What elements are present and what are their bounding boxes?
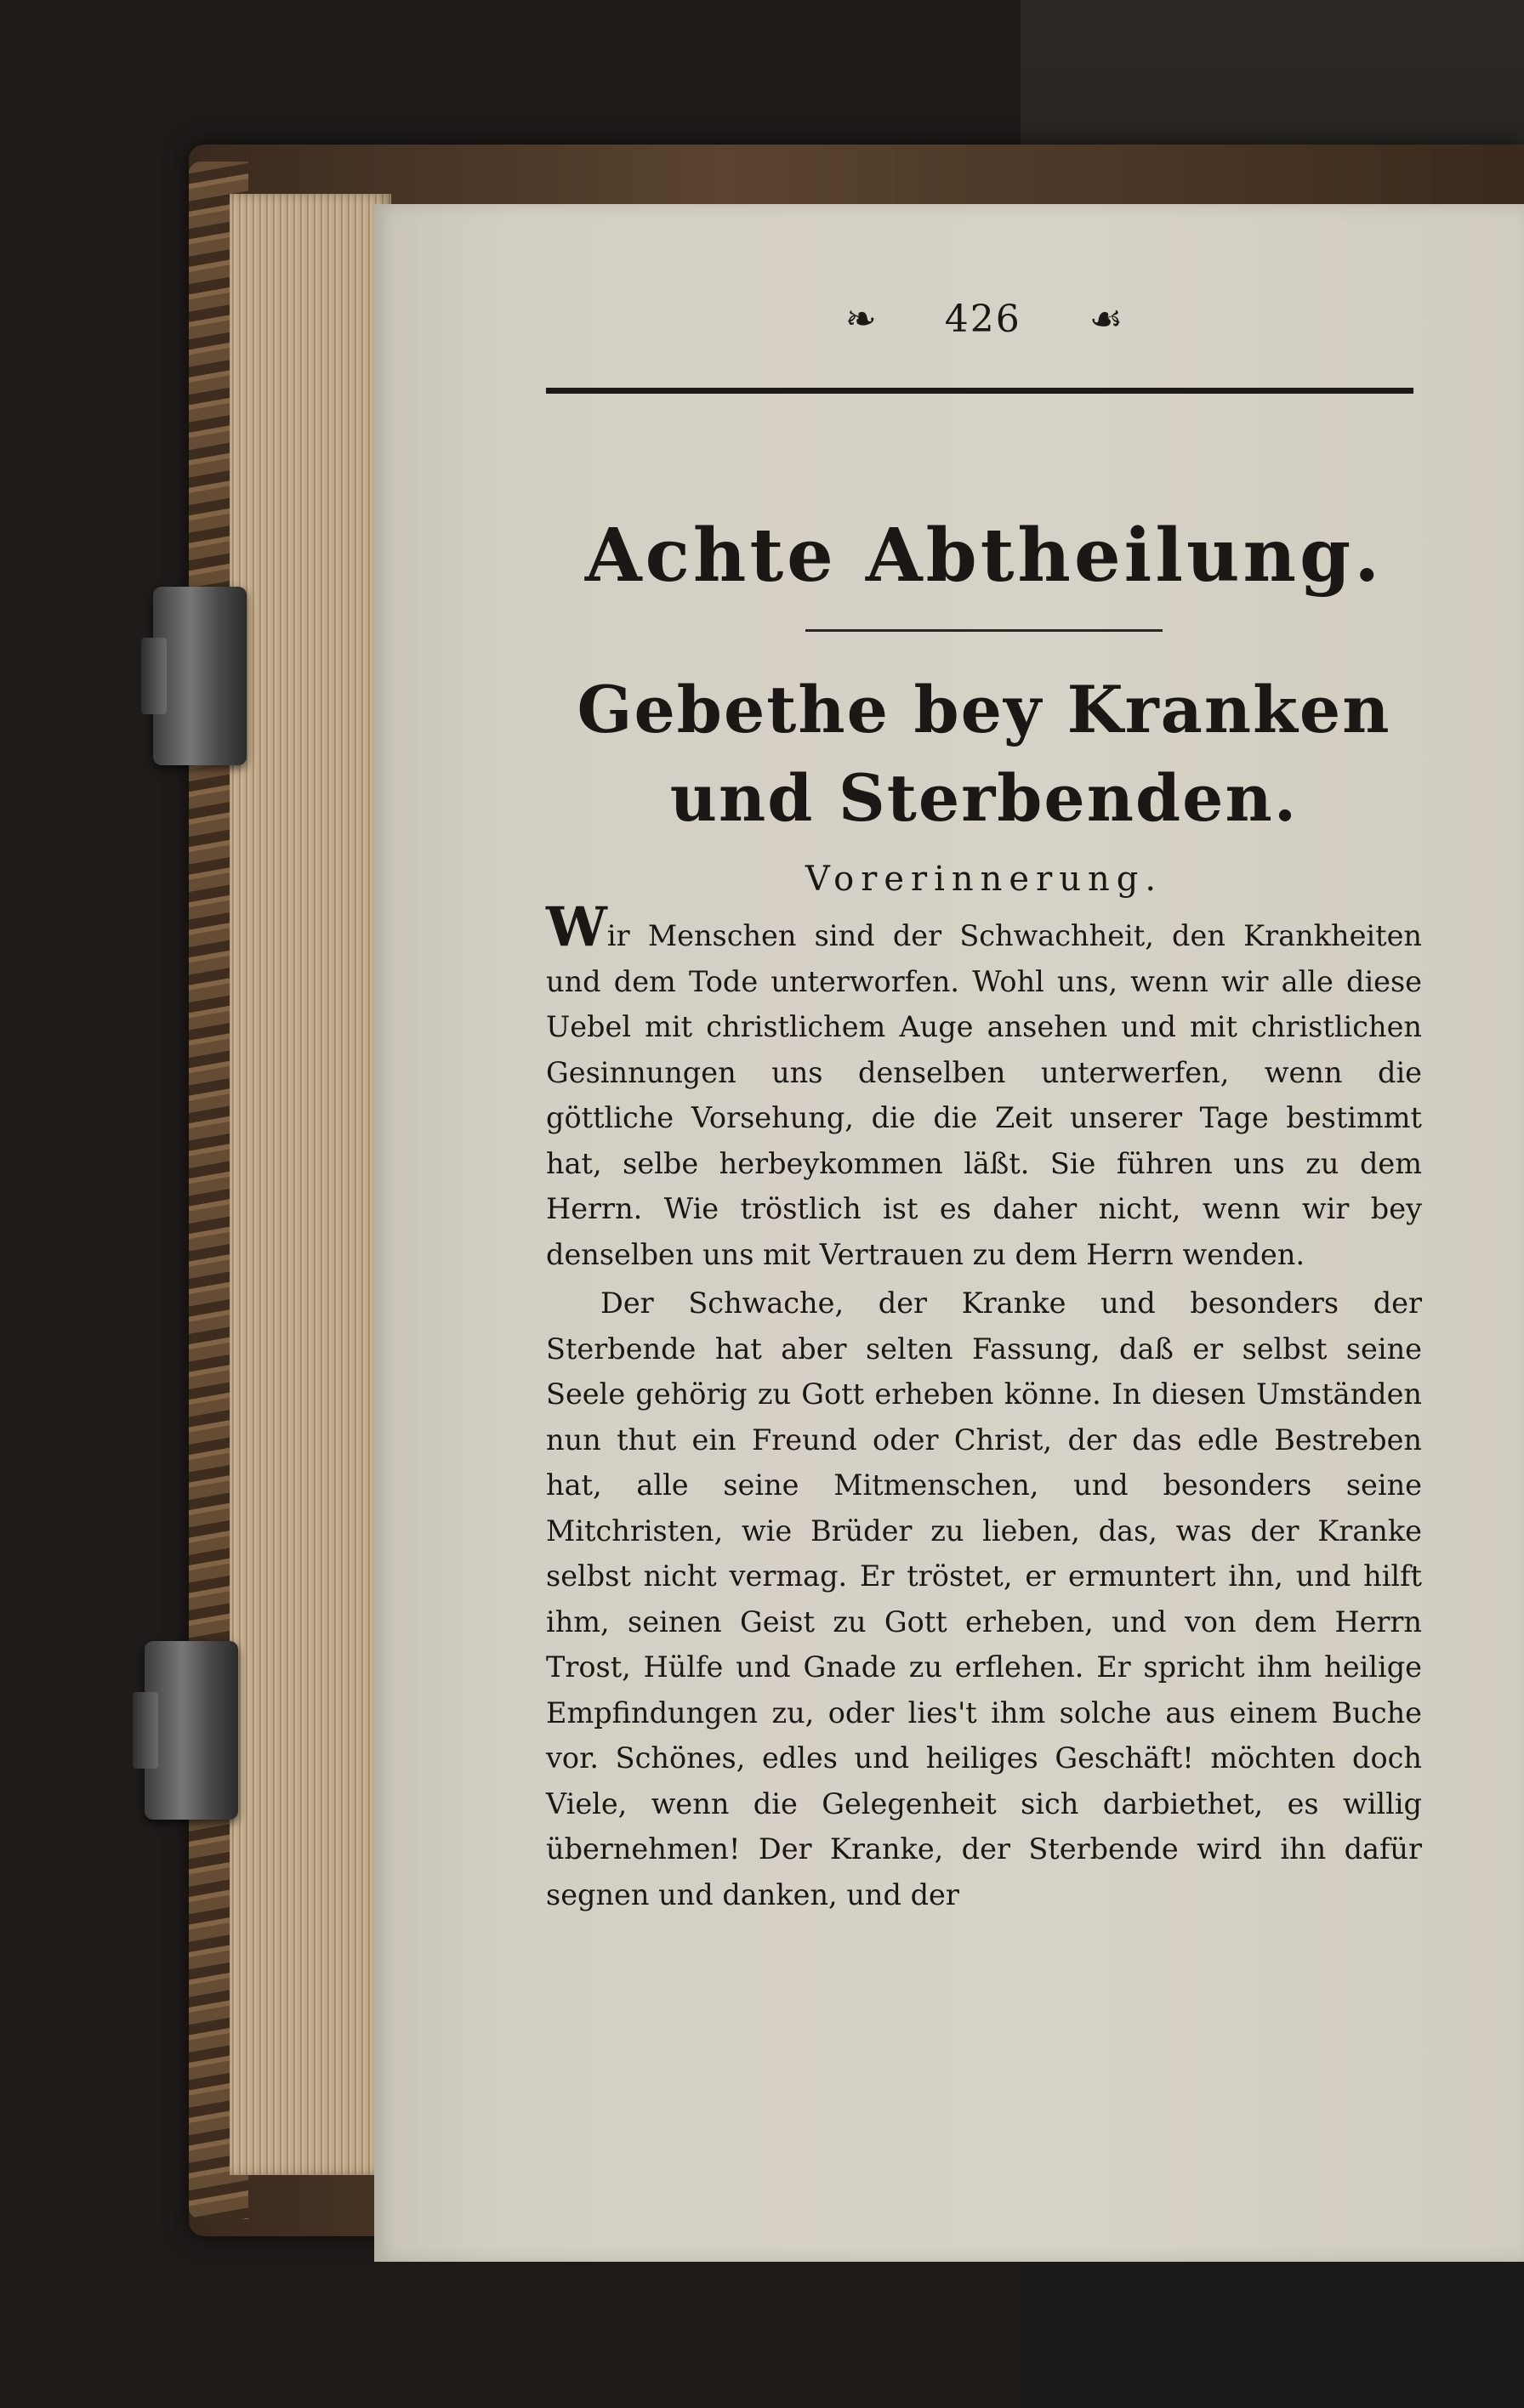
header-rule (546, 388, 1413, 394)
paragraph: Wir Menschen sind der Schwachheit, den Krankheiten und dem Tode unterworfen. Wohl uns, wenn wir alle diese Uebel mit christlichem Auge ansehen und mit christlichen Gesinnungen uns denselben unterwerfen, wenn die göttliche Vorsehung, die die Zeit unserer Tage bestimmt hat, selbe herbeykommen läßt. Sie führen uns zu dem Herrn. Wie tröstlich ist es daher nicht, wenn wir bey denselben uns mit Vertrauen zu dem Herrn wenden. (546, 895, 1422, 1271)
section-title: Achte Abtheilung. (584, 513, 1384, 599)
body-text (546, 895, 1422, 1917)
metal-clasp-top (153, 587, 247, 765)
page-number: 426 (944, 297, 1021, 341)
page-header (546, 289, 1422, 349)
paragraph: Der Schwache, der Kranke und besonders der Sterbende hat aber selten Fassung, daß er selbst seine Seele gehörig zu Gott erheben könne. In diesen Umständen nun thut ein Freund oder Christ, der das edle Bestreben hat, alle seine Mitmenschen, und besonders seine Mitchristen, wie Brüder zu lieben, das, was der Kranke selbst nicht vermag. Er tröstet, er ermuntert ihn, und hilft ihm, seinen Geist zu Gott erheben, und von dem Herrn Trost, Hülfe und Gnade zu erflehen. Er spricht ihm heilige Empfindungen zu, oder lies't ihm solche aus einem Buche vor. Schönes, edles und heiliges Geschäft! möchten doch Viele, wenn die Gelegenheit sich darbiethet, es willig übernehmen! Der Kranke, der Sterbende wird ihn dafür segnen und danken, und der (546, 1286, 1422, 1911)
ornament-right-icon: ☙ (1089, 297, 1123, 341)
page-edges (230, 194, 391, 2175)
page-content (546, 289, 1422, 1917)
metal-clasp-bottom (145, 1641, 238, 1820)
book-page (374, 204, 1524, 2262)
chapter-title: Gebethe bey Kranken und Sterbenden. (577, 672, 1391, 836)
section-divider (805, 629, 1163, 632)
preface-label: Vorerinnerung. (805, 860, 1163, 899)
ornament-left-icon: ❧ (844, 297, 877, 341)
